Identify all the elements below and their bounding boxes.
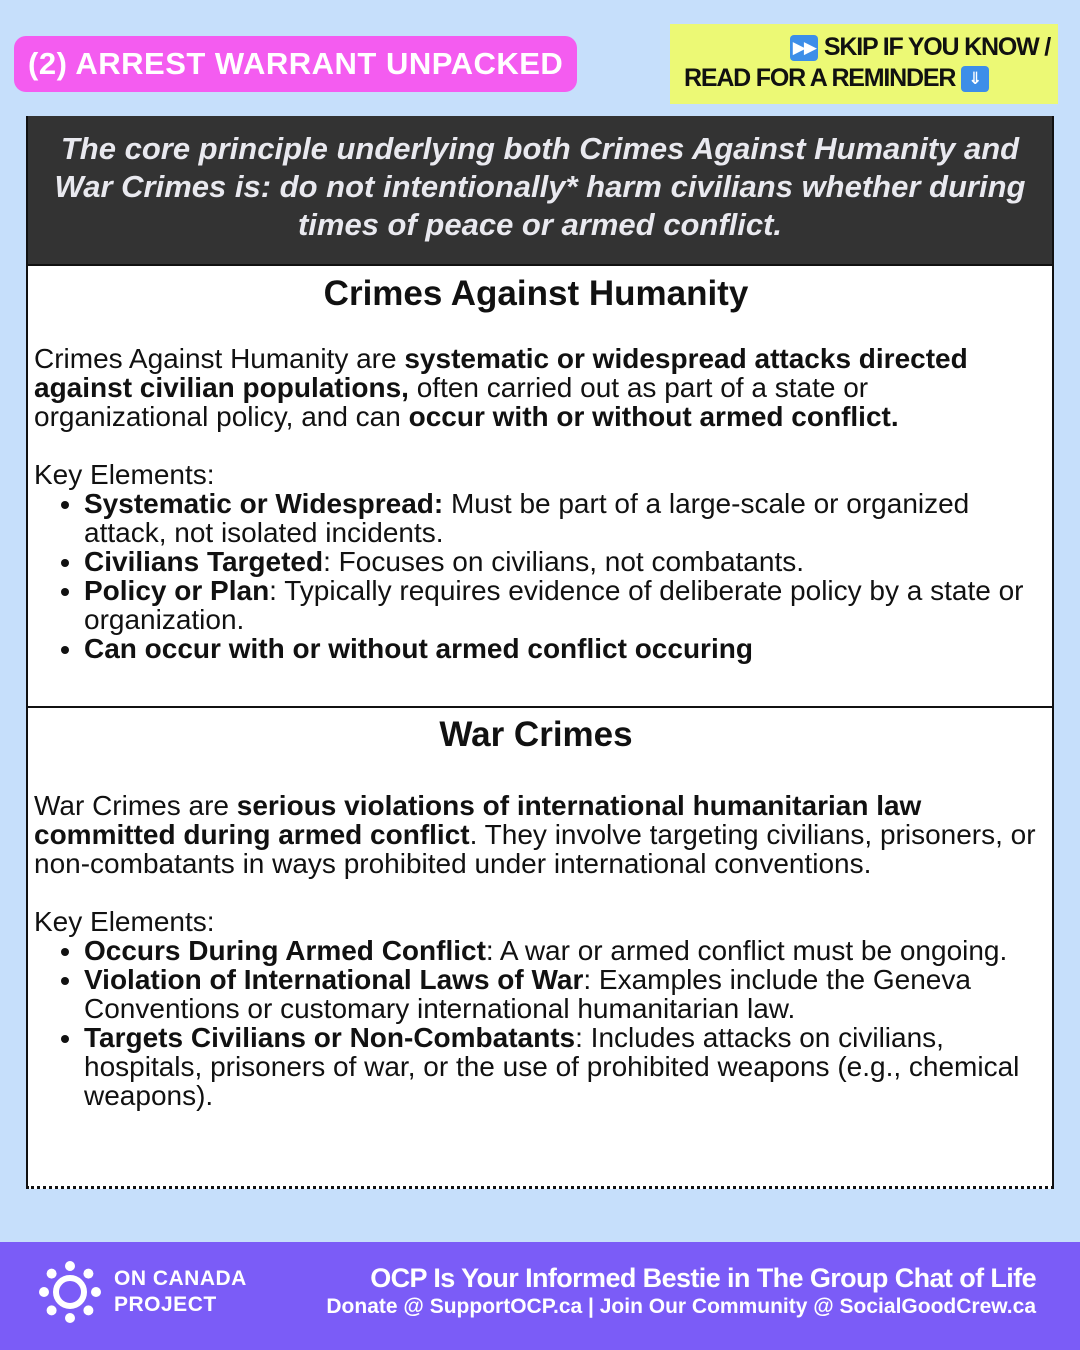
crimes-against-humanity-section — [28, 264, 1052, 708]
footer-tagline-block — [326, 1262, 1036, 1320]
brand-name — [114, 1266, 247, 1318]
key-element-description: : Focuses on civilians, not combatants. — [323, 546, 805, 577]
key-element-term: Occurs During Armed Conflict — [84, 935, 486, 966]
skip-text-1: SKIP IF YOU KNOW / — [823, 33, 1050, 61]
crimes-against-humanity-elements — [34, 489, 1038, 663]
footer — [0, 1242, 1080, 1350]
skip-line-1 — [684, 32, 1050, 63]
key-element-description: Must be part of a large-scale or organized attack, not isolated incidents. — [84, 488, 970, 548]
brand-line-1: ON CANADA — [114, 1267, 247, 1290]
skip-notice — [670, 24, 1058, 104]
key-element-item — [84, 547, 1038, 576]
key-element-description: : Examples include the Geneva Conventions or customary international humanitarian law. — [84, 964, 971, 1024]
key-element-item — [84, 576, 1038, 634]
key-elements-label: Key Elements: — [34, 906, 215, 937]
skip-line-2 — [684, 63, 1050, 94]
intro-segment: War Crimes are — [34, 790, 237, 821]
key-element-term: Targets Civilians or Non-Combatants — [84, 1022, 576, 1053]
key-element-item — [84, 1023, 1038, 1110]
crimes-against-humanity-title: Crimes Against Humanity — [323, 274, 749, 313]
double-down-arrow-icon: ⇓ — [961, 66, 989, 92]
war-crimes-elements — [34, 936, 1038, 1110]
key-element-item — [84, 489, 1038, 547]
war-crimes-title: War Crimes — [439, 715, 633, 754]
key-element-description: : Includes attacks on civilians, hospitals, prisoners of war, or the use of prohibited weapons (e.g., chemical weapons). — [84, 1022, 1020, 1111]
key-element-description: : A war or armed conflict must be ongoing. — [485, 935, 1008, 966]
crimes-against-humanity-intro — [34, 344, 1038, 431]
intro-segment: systematic or widespread attacks directed against civilian populations, — [34, 343, 968, 403]
key-element-item — [84, 965, 1038, 1023]
war-crimes-intro — [34, 791, 1038, 878]
core-principle-banner: The core principle underlying both Crimes Against Humanity and War Crimes is: do not intentionally* harm civilians whether during times of peace or armed conflict. — [28, 116, 1052, 264]
sun-logo-icon — [38, 1260, 102, 1324]
key-element-term: Policy or Plan — [84, 575, 270, 606]
key-element-item — [84, 634, 1038, 663]
skip-text-2: READ FOR A REMINDER — [684, 64, 956, 92]
fast-forward-icon: ▶▶ — [790, 35, 818, 61]
key-element-item — [84, 936, 1038, 965]
footer-tagline: OCP Is Your Informed Bestie in The Group Chat of Life — [370, 1263, 1036, 1293]
intro-segment: Crimes Against Humanity are — [34, 343, 405, 374]
intro-segment: occur with or without armed conflict. — [408, 401, 899, 432]
war-crimes-section — [28, 708, 1052, 1110]
key-element-term: Civilians Targeted — [84, 546, 324, 577]
intro-segment: . They involve targeting civilians, prisoners, or non-combatants in ways prohibited under international conventions. — [34, 819, 1036, 879]
key-element-term: Can occur with or without armed conflict occuring — [84, 633, 753, 664]
key-element-term: Systematic or Widespread: — [84, 488, 444, 519]
intro-segment: often carried out as part of a state or organizational policy, and can — [34, 372, 869, 432]
footer-links: Donate @ SupportOCP.ca | Join Our Community @ SocialGoodCrew.ca — [326, 1295, 1036, 1318]
brand-line-2: PROJECT — [114, 1293, 217, 1316]
intro-segment: serious violations of international humanitarian law committed during armed conflict — [34, 790, 922, 850]
content-card — [26, 116, 1054, 1189]
key-element-term: Violation of International Laws of War — [84, 964, 584, 995]
key-elements-label: Key Elements: — [34, 459, 215, 490]
key-element-description: : Typically requires evidence of deliberate policy by a state or organization. — [84, 575, 1024, 635]
section-badge: (2) ARREST WARRANT UNPACKED — [14, 36, 577, 92]
